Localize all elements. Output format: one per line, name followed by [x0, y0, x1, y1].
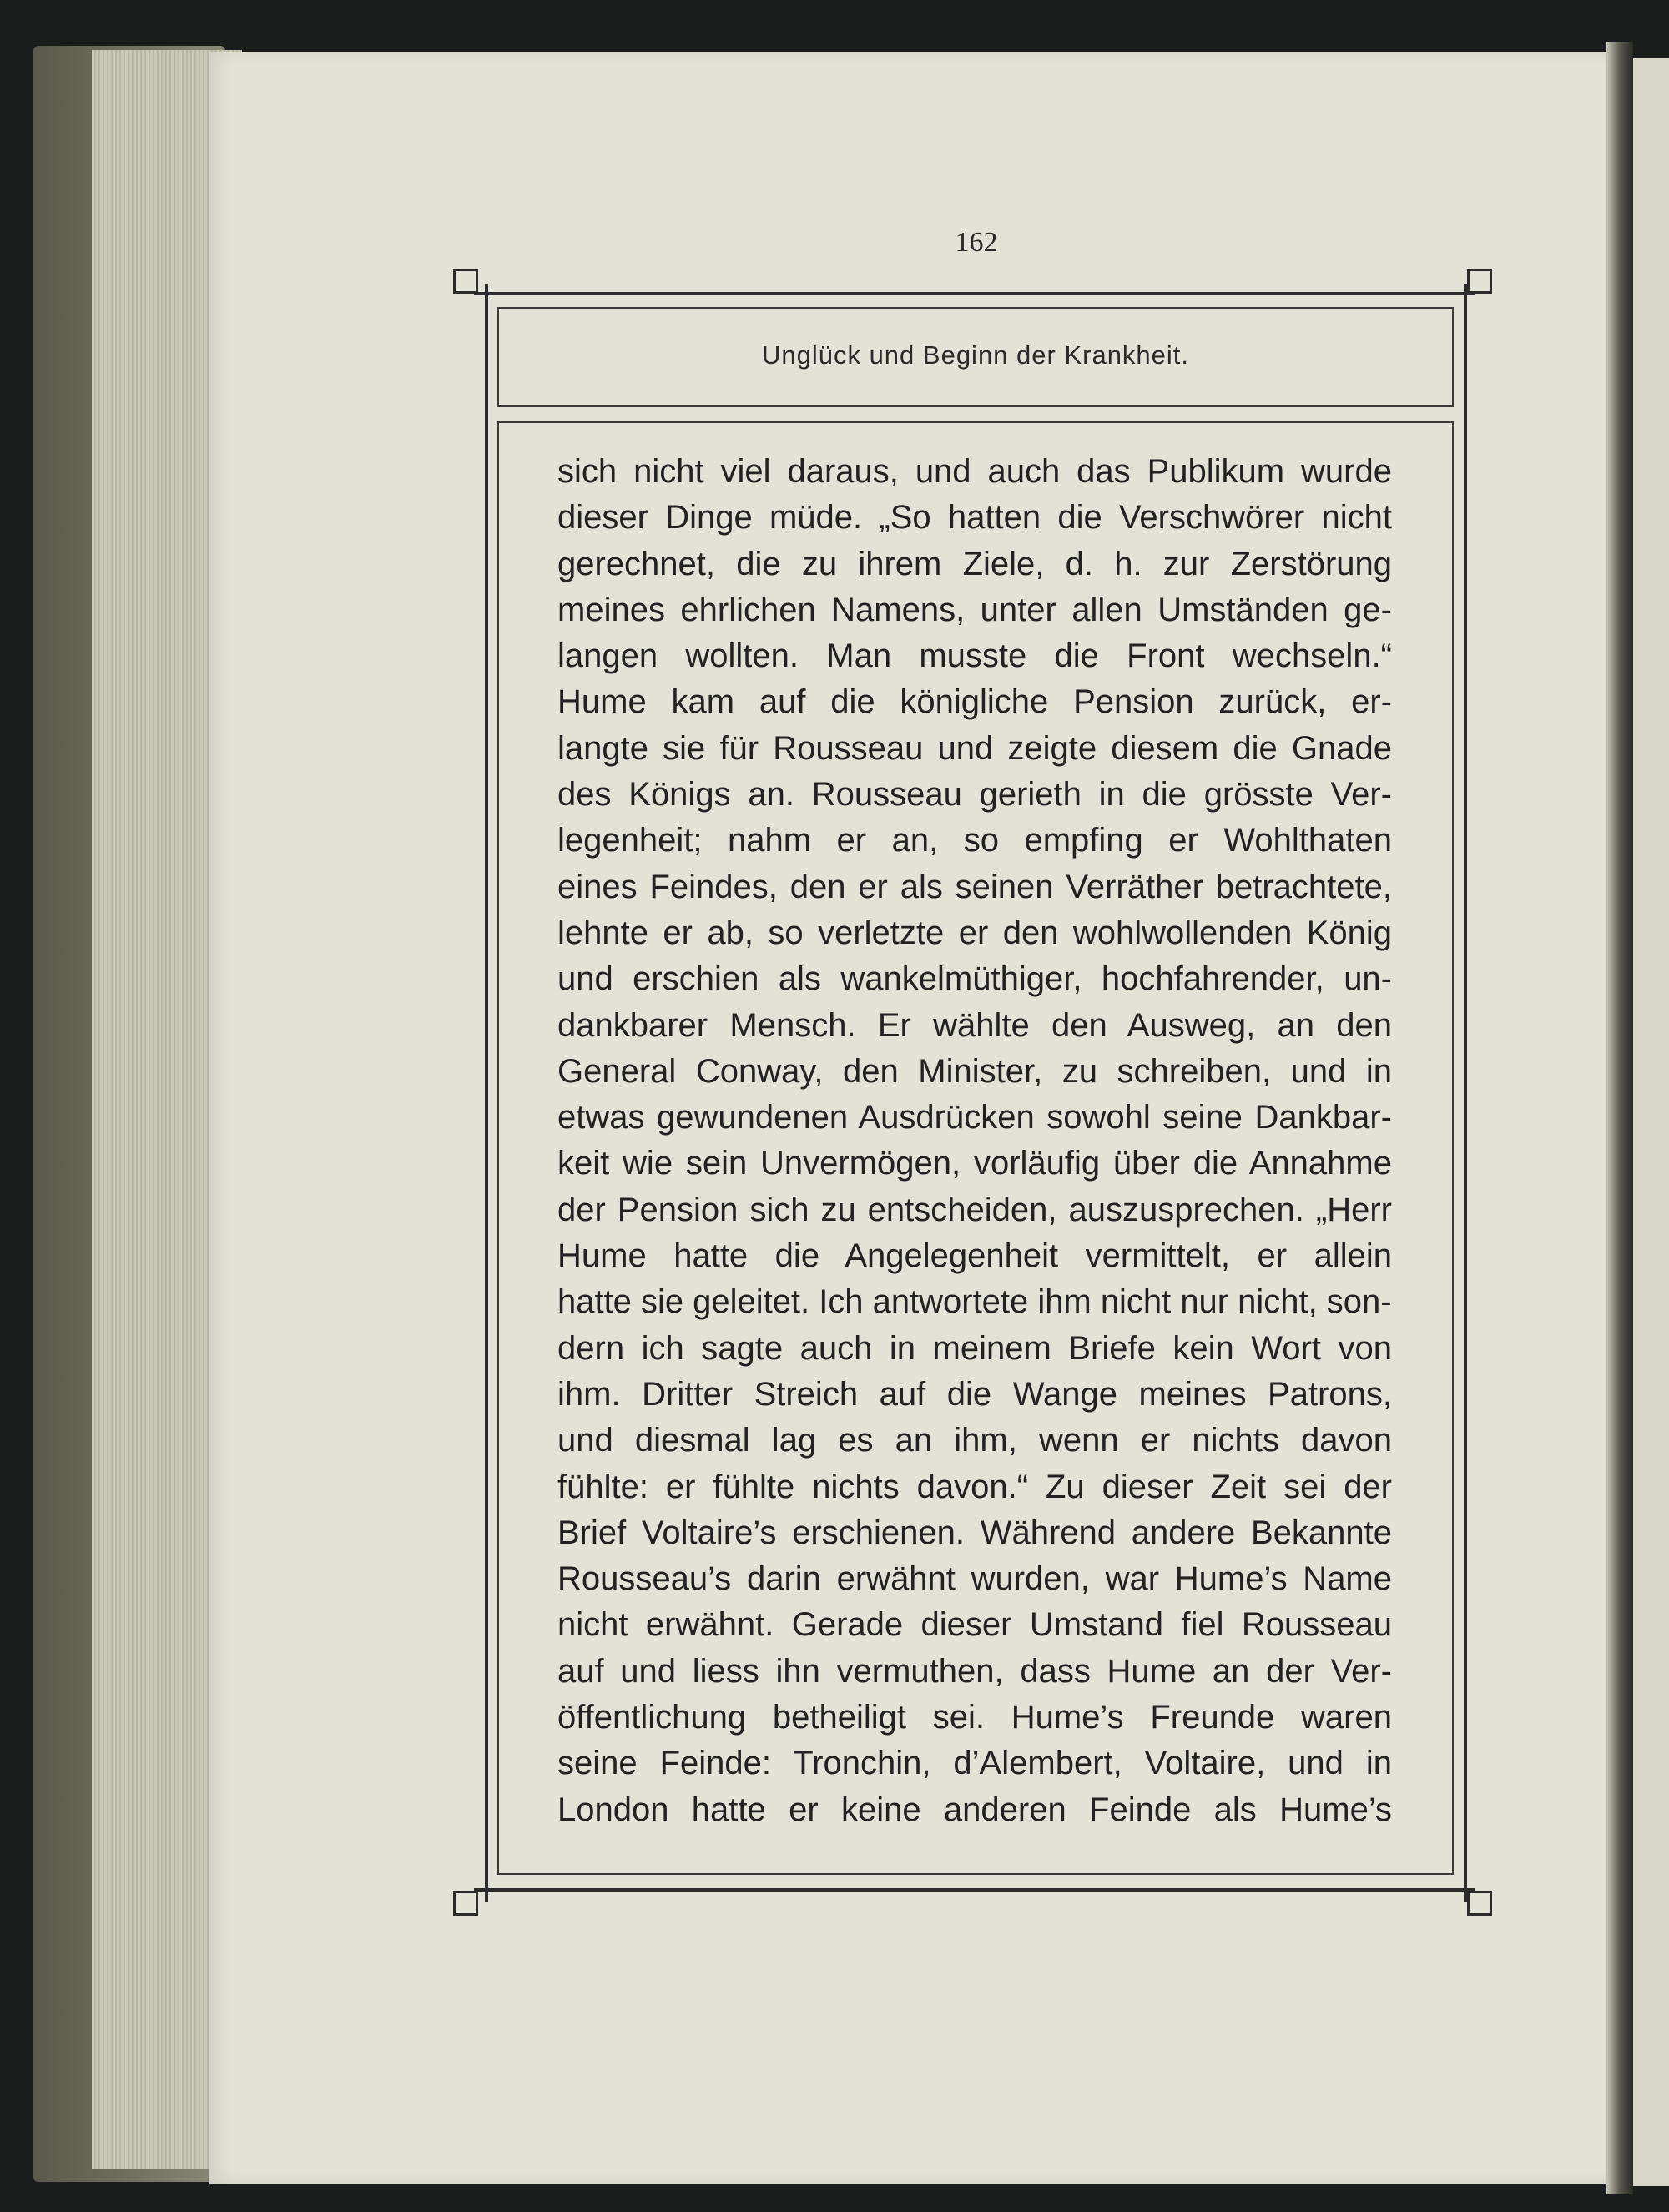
body-line: London hatte er keine anderen Feinde als Hume’s [557, 1791, 1392, 1828]
body-box-left [497, 421, 499, 1875]
frame-corner-top-left [453, 269, 478, 294]
body-line: und erschien als wankelmüthiger, hochfahrender, un- [557, 960, 1392, 998]
header-box-bottom [497, 405, 1454, 407]
body-line: öffentlichung betheiligt sei. Hume’s Freunde waren [557, 1699, 1392, 1736]
body-line: meines ehrlichen Namens, unter allen Umständen ge- [557, 591, 1392, 628]
body-line: sich nicht viel daraus, und auch das Publikum wurde [557, 453, 1392, 490]
body-line: ihm. Dritter Streich auf die Wange meines Patrons, [557, 1375, 1392, 1413]
body-line: eines Feindes, den er als seinen Verräther betrachtete, [557, 868, 1392, 905]
body-line: auf und liess ihn vermuthen, dass Hume an der Ver- [557, 1652, 1392, 1690]
frame-left-line [485, 284, 488, 1902]
body-line: seine Feinde: Tronchin, d’Alembert, Voltaire, und in [557, 1745, 1392, 1782]
header-box-top [497, 307, 1454, 309]
body-line: dieser Dinge müde. „So hatten die Verschwörer nicht [557, 499, 1392, 537]
body-line: nicht erwähnt. Gerade dieser Umstand fiel Rousseau [557, 1606, 1392, 1644]
body-line: Brief Voltaire’s erschienen. Während andere Bekannte [557, 1514, 1392, 1551]
running-header: Unglück und Beginn der Krankheit. [761, 340, 1190, 370]
body-line: langte sie für Rousseau und zeigte diesem die Gnade [557, 729, 1392, 767]
frame-corner-top-right [1467, 269, 1492, 294]
body-line: legenheit; nahm er an, so empfing er Wohlthaten [557, 822, 1392, 859]
body-line: fühlte: er fühlte nichts davon.“ Zu dieser Zeit sei der [557, 1468, 1392, 1505]
page-number: 162 [955, 227, 998, 258]
body-line: hatte sie geleitet. Ich antwortete ihm nicht nur nicht, son- [557, 1283, 1392, 1321]
frame-corner-bottom-left [453, 1891, 478, 1916]
body-line: General Conway, den Minister, zu schreiben, und in [557, 1052, 1392, 1090]
body-box-bottom [497, 1873, 1454, 1875]
body-line: gerechnet, die zu ihrem Ziele, d. h. zur Zerstörung [557, 545, 1392, 582]
frame-top-line [474, 292, 1475, 295]
body-line: Rousseau’s darin erwähnt wurden, war Hume’s Name [557, 1560, 1392, 1598]
body-box-right [1452, 421, 1454, 1875]
body-box-top [497, 421, 1454, 423]
frame-right-line [1464, 284, 1467, 1902]
body-line: keit wie sein Unvermögen, vorläufig über die Annahme [557, 1145, 1392, 1182]
body-line: lehnte er ab, so verletzte er den wohlwollenden König [557, 914, 1392, 951]
frame-corner-bottom-right [1467, 1891, 1492, 1916]
book-gutter [1606, 42, 1633, 2194]
body-line: Hume hatte die Angelegenheit vermittelt, er allein [557, 1237, 1392, 1275]
body-line: und diesmal lag es an ihm, wenn er nichts davon [557, 1422, 1392, 1459]
body-line: Hume kam auf die königliche Pension zurück, er- [557, 683, 1392, 721]
body-line: dankbarer Mensch. Er wählte den Ausweg, an den [557, 1006, 1392, 1044]
frame-bottom-line [474, 1888, 1475, 1892]
facing-page-edge [1633, 58, 1669, 2186]
body-text [557, 449, 1392, 1833]
body-line: etwas gewundenen Ausdrücken sowohl seine Dankbar- [557, 1099, 1392, 1136]
body-line: der Pension sich zu entscheiden, auszusprechen. „Herr [557, 1191, 1392, 1228]
body-line: des Königs an. Rousseau gerieth in die grösste Ver- [557, 776, 1392, 814]
body-line: dern ich sagte auch in meinem Briefe kein Wort von [557, 1329, 1392, 1367]
body-line: langen wollten. Man musste die Front wechseln.“ [557, 637, 1392, 675]
